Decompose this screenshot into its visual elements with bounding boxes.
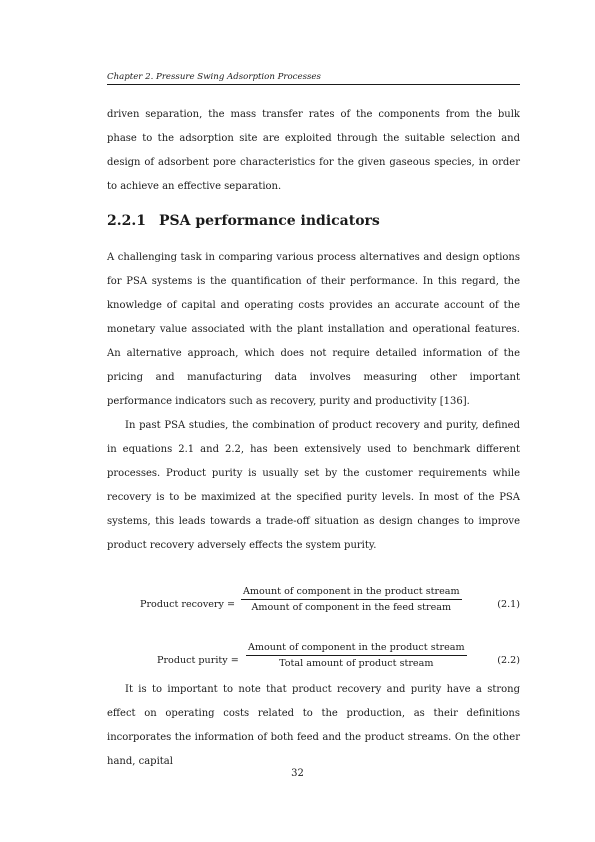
- equation-2-2: [107, 642, 520, 682]
- equation-numerator: Amount of component in the product stream: [246, 642, 467, 656]
- section-number: 2.2.1: [107, 213, 146, 229]
- paragraph-past-studies: In past PSA studies, the combination of product recovery and purity, defined in equations 2.1 and 2.2, has been extensively used to benchmark different processes. Product purity is usually set by the customer requirements while recovery is to be maximized at the specified purity levels. In most of the PSA systems, this leads towards a trade-off situation as design changes to improve product recovery adversely effects the system purity.: [107, 420, 520, 551]
- equation-2-1: [107, 586, 520, 626]
- equation-fraction: [246, 642, 467, 669]
- running-header: Chapter 2. Pressure Swing Adsorption Processes: [107, 72, 520, 85]
- equation-lhs: Product recovery =: [140, 599, 236, 610]
- equation-numerator: Amount of component in the product stream: [241, 586, 462, 600]
- equation-tag: (2.2): [497, 655, 520, 666]
- equation-lhs: Product purity =: [157, 655, 239, 666]
- paragraph-costs: It is to important to note that product recovery and purity have a strong effect on operating costs related to the production, as their definitions incorporates the information of both feed and the product streams. On the other hand, capital: [107, 684, 520, 767]
- section-heading: [107, 211, 380, 231]
- equation-denominator: Total amount of product stream: [279, 658, 434, 669]
- equation-denominator: Amount of component in the feed stream: [251, 602, 452, 613]
- equation-fraction: [241, 586, 462, 613]
- section-title: PSA performance indicators: [159, 213, 380, 229]
- page-number: 32: [291, 768, 304, 779]
- intro-paragraph: driven separation, the mass transfer rates of the components from the bulk phase to the adsorption site are exploited through the suitable selection and design of adsorbent pore characteristics for the given gaseous species, in order to achieve an effective separation.: [107, 109, 520, 192]
- paragraph-performance: A challenging task in comparing various process alternatives and design options for PSA systems is the quantification of their performance. In this regard, the knowledge of capital and operating costs provides an accurate account of the monetary value associated with the plant installation and operational features. An alternative approach, which does not require detailed information of the pricing and manufacturing data involves measuring other important performance indicators such as recovery, purity and productivity [136].: [107, 252, 520, 407]
- equation-tag: (2.1): [497, 599, 520, 610]
